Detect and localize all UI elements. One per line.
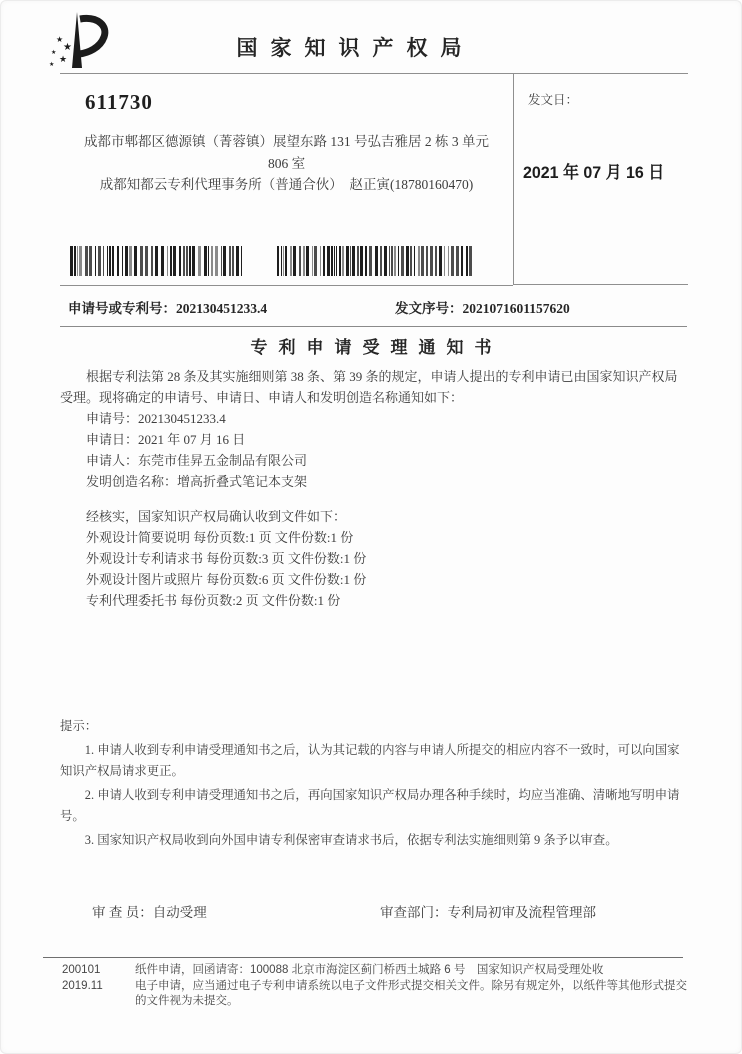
barcode-right bbox=[277, 246, 473, 276]
svg-text:★: ★ bbox=[63, 42, 72, 53]
received-doc-line: 外观设计专利请求书 每份页数:3 页 文件份数:1 份 bbox=[86, 551, 367, 566]
address-line-2: 806 室 bbox=[267, 156, 306, 171]
department-label: 审查部门： bbox=[380, 905, 448, 920]
address-line-1: 成都市郫都区德源镇（菁蓉镇）展望东路 131 号弘吉雅居 2 栋 3 单元 bbox=[84, 134, 489, 149]
footer bbox=[62, 963, 694, 1010]
footer-code: 200101 bbox=[62, 964, 101, 976]
serial-number-label: 发文序号： bbox=[395, 301, 463, 316]
tip-item: 3. 国家知识产权局收到向外国申请专利保密审查请求书后，依据专利法实施细则第 9 条予以审查。 bbox=[84, 832, 618, 847]
tip-item: 1. 申请人收到专利申请受理通知书之后，认为其记载的内容与申请人所提交的相应内容不一致时，可以向国家知识产权局请求更正。 bbox=[60, 742, 680, 778]
recipient-line: 成都知都云专利代理事务所（普通合伙） 赵正寅(18780160470) bbox=[99, 177, 474, 192]
agency-title: 国家知识产权局 bbox=[236, 36, 475, 60]
received-doc-line: 外观设计简要说明 每份页数:1 页 文件份数:1 份 bbox=[86, 530, 354, 545]
examiner-label: 审 查 员： bbox=[92, 905, 153, 920]
tips-block bbox=[60, 716, 688, 851]
divider-rule bbox=[60, 326, 687, 327]
tip-item: 2. 申请人收到专利申请受理通知书之后，再向国家知识产权局办理各种手续时，均应当准确、清晰地写明申请号。 bbox=[60, 787, 680, 823]
notice-title: 专利申请受理通知书 bbox=[250, 338, 503, 357]
svg-text:★: ★ bbox=[59, 54, 68, 64]
issue-date-box bbox=[513, 73, 688, 285]
received-doc-line: 外观设计图片或照片 每份页数:6 页 文件份数:1 份 bbox=[86, 572, 367, 587]
received-doc-line: 专利代理委托书 每份页数:2 页 文件份数:1 份 bbox=[86, 593, 341, 608]
examiner-value: 自动受理 bbox=[152, 905, 207, 920]
application-number-label: 申请号或专利号： bbox=[68, 301, 176, 316]
application-number-value: 202130451233.4 bbox=[176, 301, 268, 316]
intro-paragraph: 根据专利法第 28 条及其实施细则第 38 条、第 39 条的规定，申请人提出的专利申请已由国家知识产权局受理。现将确定的申请号、申请日、申请人和发明创造名称通知如下： bbox=[60, 369, 678, 405]
field-applicant: 申请人：东莞市佳昇五金制品有限公司 bbox=[86, 453, 308, 468]
notice-body bbox=[60, 366, 687, 611]
svg-text:★: ★ bbox=[51, 50, 57, 56]
received-intro: 经核实，国家知识产权局确认收到文件如下： bbox=[86, 509, 347, 524]
mailing-block bbox=[60, 73, 513, 286]
issue-date-value: 2021 年 07 月 16 日 bbox=[523, 163, 665, 182]
field-application-date: 申请日：2021 年 07 月 16 日 bbox=[86, 432, 246, 447]
footer-code: 2019.11 bbox=[62, 979, 103, 992]
footer-line: 电子申请，应当通过电子专利申请系统以电子文件形式提交相关文件。除另有规定外，以纸件等其他形式提交的文件视为未提交。 bbox=[135, 979, 687, 1007]
barcode-left bbox=[70, 246, 245, 276]
tips-label: 提示： bbox=[60, 719, 98, 733]
issue-date-label: 发文日： bbox=[528, 93, 579, 107]
footer-line: 纸件申请，回函请寄：100088 北京市海淀区蓟门桥西土城路 6 号 国家知识产权局受理处收 bbox=[135, 964, 604, 976]
numbers-row bbox=[68, 297, 686, 317]
svg-text:★: ★ bbox=[49, 62, 55, 68]
footer-rule bbox=[43, 957, 683, 958]
signoff-row bbox=[0, 901, 742, 921]
department-value: 专利局初审及流程管理部 bbox=[447, 905, 596, 920]
field-application-number: 申请号：202130451233.4 bbox=[86, 411, 226, 426]
serial-number-value: 2021071601157620 bbox=[462, 301, 570, 316]
field-invention-title: 发明创造名称：增高折叠式笔记本支架 bbox=[86, 474, 308, 489]
postcode: 611730 bbox=[85, 90, 153, 114]
svg-text:★: ★ bbox=[56, 35, 64, 44]
